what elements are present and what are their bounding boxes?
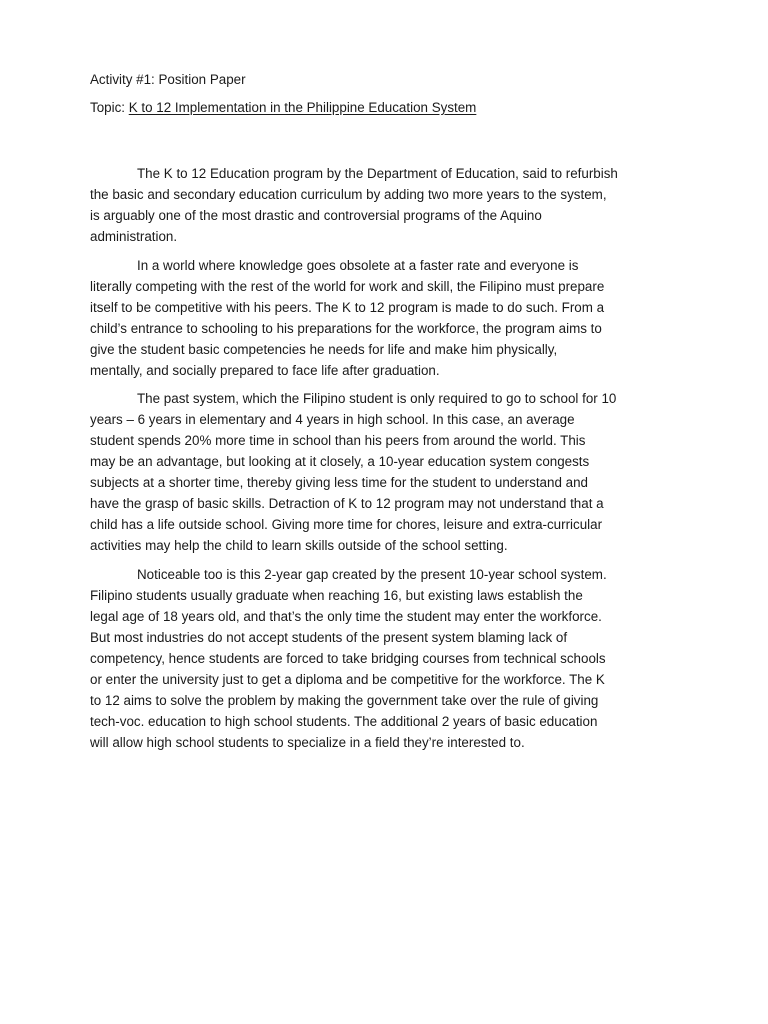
paragraph-line: Filipino students usually graduate when reaching 16, but existing laws establish the [90, 587, 583, 603]
paragraph-line: years – 6 years in elementary and 4 years in high school. In this case, an average [90, 412, 575, 427]
paragraph-line: have the grasp of basic skills. Detraction of K to 12 program may not understand that a [90, 496, 604, 511]
paragraph-line: to 12 aims to solve the problem by making the government take over the rule of giving [90, 692, 599, 708]
body-text [90, 163, 690, 753]
paragraph-line: the basic and secondary education curriculum by adding two more years to the system, [90, 187, 607, 202]
paragraph-line: student spends 20% more time in school than his peers from around the world. This [90, 433, 586, 448]
paragraph-line: legal age of 18 years old, and that’s the only time the student may enter the workforce. [90, 608, 602, 624]
topic-label: Topic: [90, 100, 125, 115]
activity-title: Activity #1: Position Paper [90, 72, 246, 87]
paragraph-line: child has a life outside school. Giving more time for chores, leisure and extra-curricular [90, 517, 603, 532]
document-content [90, 69, 690, 760]
topic-title: K to 12 Implementation in the Philippine Education System [128, 100, 477, 115]
paragraph-line: In a world where knowledge goes obsolete at a faster rate and everyone is [137, 257, 579, 273]
paragraph-line: competency, hence students are forced to take bridging courses from technical schools [90, 650, 606, 666]
topic-line [90, 97, 690, 118]
paragraph-line: itself to be competitive with his peers. The K to 12 program is made to do such. From a [90, 299, 605, 315]
paragraph-1 [90, 163, 690, 247]
paragraph-line: child’s entrance to schooling to his preparations for the workforce, the program aims to [90, 320, 602, 336]
paragraph-2 [90, 255, 690, 381]
paragraph-line: literally competing with the rest of the world for work and skill, the Filipino must prepare [90, 278, 605, 294]
paragraph-line: subjects at a shorter time, thereby giving less time for the student to understand and [90, 475, 588, 490]
paragraph-line: will allow high school students to specialize in a field they’re interested to. [90, 734, 525, 750]
paragraph-line: mentally, and socially prepared to face life after graduation. [90, 362, 440, 378]
paragraph-line: or enter the university just to get a diploma and be competitive for the workforce. The K [90, 671, 605, 687]
paragraph-line: may be an advantage, but looking at it closely, a 10-year education system congests [90, 454, 590, 469]
paragraph-line: tech-voc. education to high school students. The additional 2 years of basic education [90, 713, 598, 729]
paragraph-4 [90, 564, 690, 753]
paragraph-line: Noticeable too is this 2-year gap created by the present 10-year school system. [137, 566, 607, 582]
paragraph-line: activities may help the child to learn skills outside of the school setting. [90, 538, 508, 553]
paragraph-line: give the student basic competencies he needs for life and make him physically, [90, 341, 558, 357]
paragraph-line: administration. [90, 229, 178, 244]
paragraph-line: The K to 12 Education program by the Department of Education, said to refurbish [137, 166, 618, 181]
paragraph-line: is arguably one of the most drastic and controversial programs of the Aquino [90, 208, 542, 223]
paragraph-line: But most industries do not accept students of the present system blaming lack of [90, 629, 568, 645]
paragraph-3 [90, 388, 690, 556]
paragraph-line: The past system, which the Filipino student is only required to go to school for 10 [137, 391, 617, 406]
